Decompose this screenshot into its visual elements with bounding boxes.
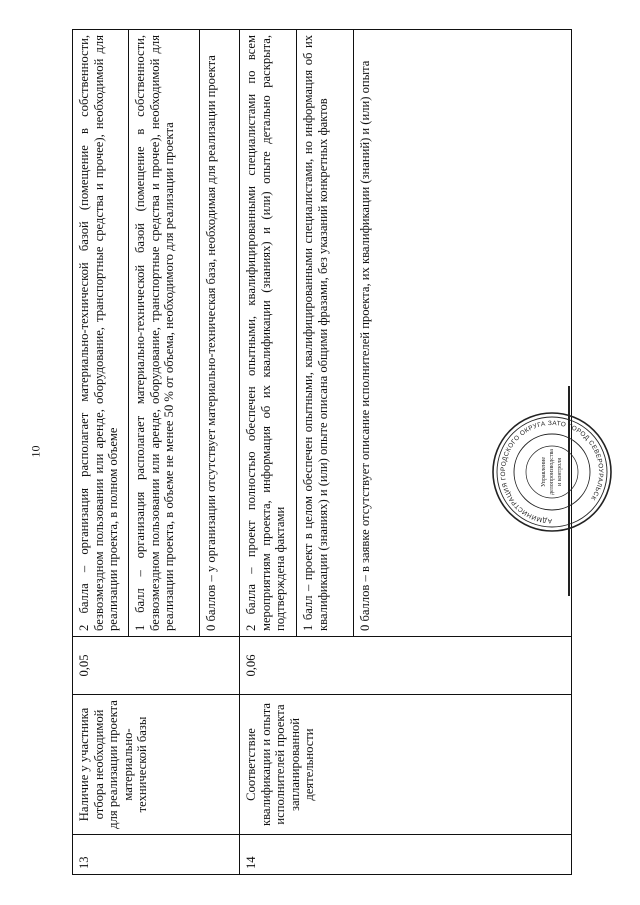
weight-coefficient: 0,05 bbox=[73, 637, 240, 695]
score-level-description: 1 балл – организация располагает материально-технической базой (помещение в собственности, безвозмездном пользовании или аренде, оборудование, транспортные средства и прочее), необходимой для реализации проекта, в объеме не менее 50 % от объема, необходимого для реализации проекта bbox=[129, 30, 200, 637]
table-row bbox=[240, 30, 297, 875]
row-number: 13 bbox=[73, 835, 240, 875]
score-level-description: 1 балл – проект в целом обеспечен опытными, квалифицированными специалистами, но информация об их квалификации (знаниях) и (или) опыте описана общими фразами, без указаний конкретных фактов bbox=[297, 30, 354, 637]
official-seal-icon bbox=[490, 410, 614, 534]
row-number: 14 bbox=[240, 835, 572, 875]
page-number: 10 bbox=[28, 445, 43, 458]
seal-center-line: и контроля bbox=[557, 458, 563, 486]
seal-center-line: делопроизводства bbox=[549, 449, 555, 495]
score-level-description: 0 баллов – у организации отсутствует материально-техническая база, необходимая для реализации проекта bbox=[200, 30, 240, 637]
table-row bbox=[73, 30, 129, 875]
criterion-name: Наличие у участника отбора необходимой для реализации проекта материально-технической базы bbox=[73, 695, 240, 835]
score-level-description: 0 баллов – в заявке отсутствует описание исполнителей проекта, их квалификации (знаний) и (или) опыта bbox=[354, 30, 572, 637]
score-level-description: 2 балла – организация располагает материально-технической базой (помещение в собственности, безвозмездном пользовании или аренде, оборудование, транспортные средства и прочее), необходимой для реализации проекта, в полном объеме bbox=[73, 30, 129, 637]
seal-ring-text: АДМИНИСТРАЦИЯ ГОРОДСКОГО ОКРУГА ЗАТО ГОРОД СЕВЕРОУРАЛЬСК bbox=[499, 419, 605, 525]
seal-center-line: Управление bbox=[541, 456, 547, 488]
criterion-name: Соответствие квалификации и опыта исполнителей проекта запланированной деятельности bbox=[240, 695, 572, 835]
score-level-description: 2 балла – проект полностью обеспечен опытными, квалифицированными специалистами по всем мероприятиям проекта, информация об их квалификации (знаниях) и (или) опыте детально раскрыта, подтверждена фактами bbox=[240, 30, 297, 637]
weight-coefficient: 0,06 bbox=[240, 637, 572, 695]
